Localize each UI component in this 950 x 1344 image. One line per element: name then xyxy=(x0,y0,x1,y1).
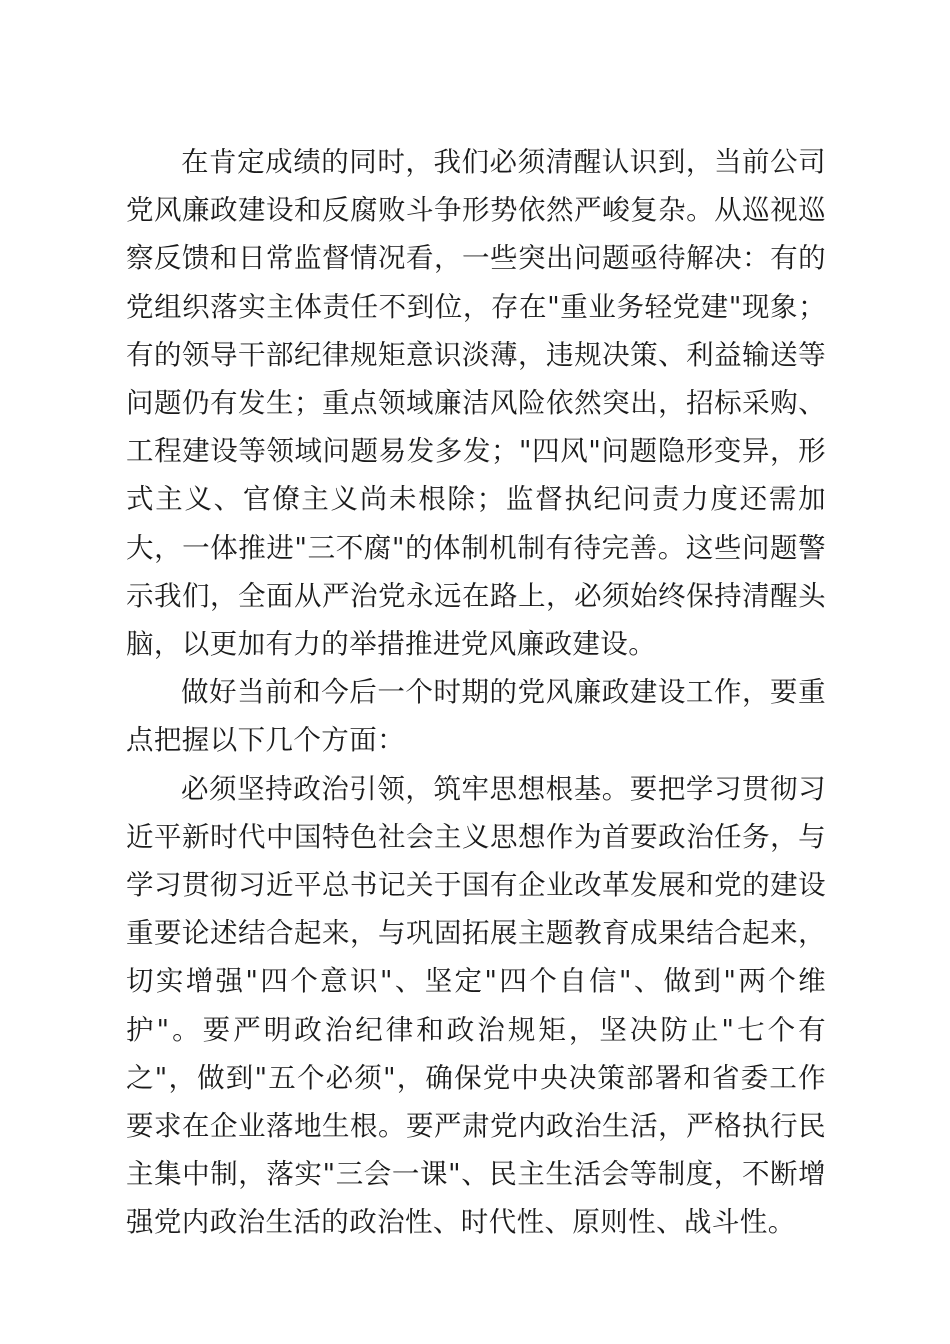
paragraph-key-aspects-intro: 做好当前和今后一个时期的党风廉政建设工作，要重点把握以下几个方面： xyxy=(126,676,826,757)
paragraph-situation: 在肯定成绩的同时，我们必须清醒认识到，当前公司党风廉政建设和反腐败斗争形势依然严峻复杂。从巡视巡察反馈和日常监督情况看，一些突出问题亟待解决：有的党组织落实主体责任不到位，存在"重业务轻党建"现象；有的领导干部纪律规矩意识淡薄，违规决策、利益输送等问题仍有发生；重点领域廉洁风险依然突出，招标采购、工程建设等领域问题易发多发；"四风"问题隐形变异，形式主义、官僚主义尚未根除；监督执纪问责力度还需加大，一体推进"三不腐"的体制机制有待完善。这些问题警示我们，全面从严治党永远在路上，必须始终保持清醒头脑，以更加有力的举措推进党风廉政建设。 xyxy=(126,146,826,661)
paragraph-political-guidance: 必须坚持政治引领，筑牢思想根基。要把学习贯彻习近平新时代中国特色社会主义思想作为首要政治任务，与学习贯彻习近平总书记关于国有企业改革发展和党的建设重要论述结合起来，与巩固拓展主题教育成果结合起来，切实增强"四个意识"、坚定"四个自信"、做到"两个维护"。要严明政治纪律和政治规矩，坚决防止"七个有之"，做到"五个必须"，确保党中央决策部署和省委工作要求在企业落地生根。要严肃党内政治生活，严格执行民主集中制，落实"三会一课"、民主生活会等制度，不断增强党内政治生活的政治性、时代性、原则性、战斗性。 xyxy=(126,772,826,1239)
document-body xyxy=(126,138,826,1247)
